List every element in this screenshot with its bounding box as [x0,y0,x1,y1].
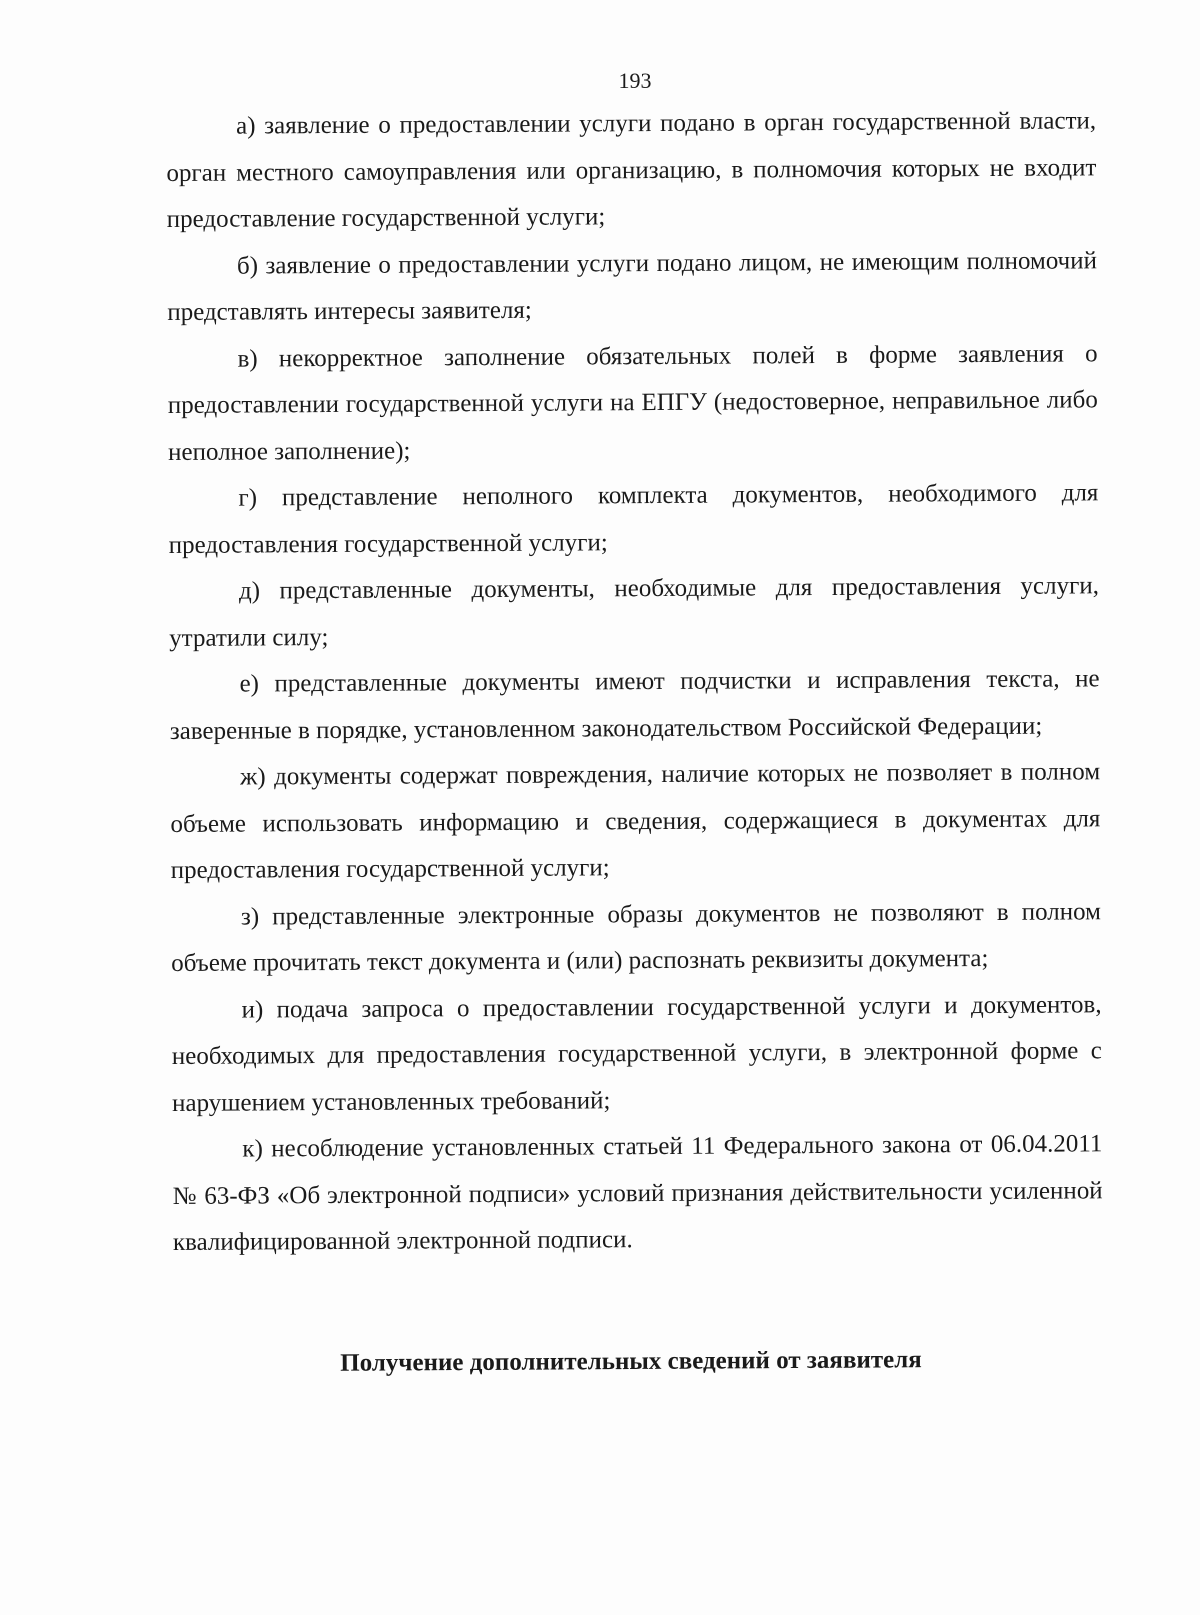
page-number: 193 [618,68,652,93]
paragraph-v: в) некорректное заполнение обязательных полей в форме заявления о предоставлении государственной услуги на ЕПГУ (недостоверное, неправильное либо неполное заполнение); [167,339,1098,466]
paragraph-e: е) представленные документы имеют подчистки и исправления текста, не заверенные в порядке, установленном законодательством Российской Федерации; [169,665,1100,745]
paragraph-zh: ж) документы содержат повреждения, наличие которых не позволяет в полном объеме использовать информацию и сведения, содержащиеся в документах для предоставления государственной услуги; [170,758,1101,884]
document-body [166,98,1103,1266]
paragraph-g: г) представление неполного комплекта документов, необходимого для предоставления государственной услуги; [168,479,1099,559]
paragraph-d: д) представленные документы, необходимые для предоставления услуги, утратили силу; [169,572,1100,652]
paragraph-k: к) несоблюдение установленных статьей 11 Федерального закона от 06.04.2011 № 63-ФЗ «Об электронной подписи» условий признания действительности усиленной квалифицированной электронной подписи. [172,1130,1103,1256]
paragraph-z: з) представленные электронные образы документов не позволяют в полном объеме прочитать текст документа и (или) распознать реквизиты документа; [171,897,1102,977]
paragraph-b: б) заявление о предоставлении услуги подано лицом, не имеющим полномочий представлять интересы заявителя; [167,246,1098,326]
section-heading: Получение дополнительных сведений от заявителя [340,1346,922,1377]
paragraph-a: а) заявление о предоставлении услуги подано в орган государственной власти, орган местного самоуправления или организацию, в полномочия которых не входит предоставление государственной услуги; [166,107,1097,233]
paragraph-i: и) подача запроса о предоставлении государственной услуги и документов, необходимых для предоставления государственной услуги, в электронной форме с нарушением установленных требований; [171,990,1102,1117]
